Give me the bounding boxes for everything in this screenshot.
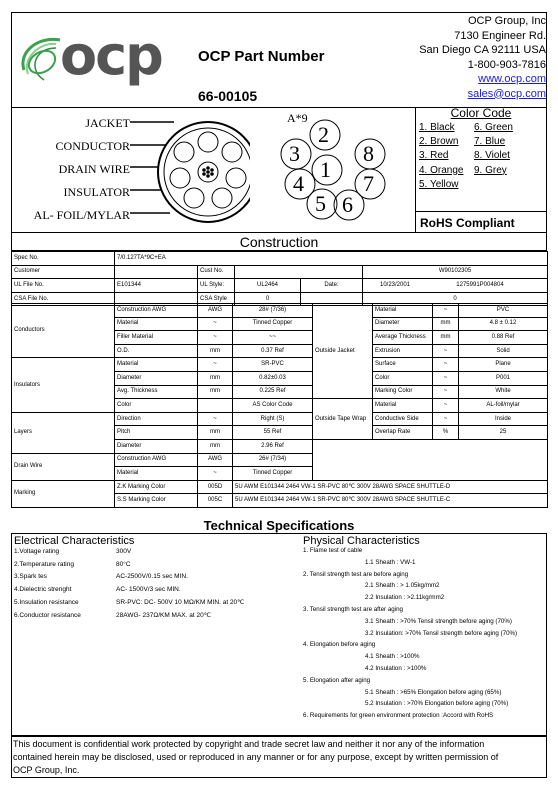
prop-value: SR-PVC: [233, 358, 313, 372]
color-list-right: [474, 121, 513, 178]
jacket-prop-label: Marking Color: [373, 385, 433, 399]
prop-value: Right (S): [233, 412, 313, 426]
prop-value: AS Color Code: [233, 399, 313, 413]
prop-unit: AWG: [198, 453, 233, 467]
construction-header-table: [11, 251, 548, 306]
jacket-prop-unit: ~: [433, 344, 459, 358]
prop-unit: mm: [198, 385, 233, 399]
cust-no-value: W90102305: [363, 265, 548, 279]
list-item: 3.1 Sheath : >70% Tensil strength before aging (70%): [365, 617, 512, 625]
date-cell: [363, 279, 548, 293]
jacket-prop-value: White: [459, 385, 548, 399]
elec-value: AC-2500V/0.15 sec MIN.: [116, 573, 188, 580]
ul-file-label: UL File No.: [12, 279, 115, 293]
label-drain-wire: DRAIN WIRE: [58, 162, 130, 176]
group-outside_tape: Outside Tape Wrap: [313, 399, 373, 440]
jacket-prop-label: Surface: [373, 358, 433, 372]
jacket-prop-label: Overlap Rate: [373, 426, 433, 440]
jacket-prop-value: Inside: [459, 412, 548, 426]
elec-label: 1.Voltage rating: [14, 548, 60, 555]
electrical-title: Electrical Characteristics: [14, 535, 135, 547]
prop-label: Avg. Thickness: [115, 385, 198, 399]
num-1: 1: [320, 157, 331, 182]
date-code: 1275991P004804: [456, 281, 504, 288]
color-7: 7. Blue: [474, 136, 506, 148]
rohs-compliant: RoHS Compliant: [420, 216, 515, 230]
list-item: [14, 548, 131, 555]
prop-label: Construction AWG: [115, 453, 198, 467]
csa-file-label: CSA File No.: [12, 292, 115, 306]
ul-file-value: E101344: [115, 279, 198, 293]
prop-label: Filler Material: [115, 331, 198, 345]
marking-text: 5U AWM E101344 2464 VW-1 SR-PVC 80℃ 300V 28AWG SPACE SHUTTLE-C: [233, 494, 548, 508]
jacket-prop-unit: ~: [433, 358, 459, 372]
blank-cell: [313, 439, 548, 480]
list-item: [14, 573, 188, 580]
marking-code: 005D: [198, 480, 233, 494]
list-item: [14, 598, 244, 606]
date-value: 10/23/2001: [379, 281, 411, 288]
color-4: 4. Orange: [419, 164, 464, 176]
prop-label: Diameter: [115, 439, 198, 453]
prop-unit: mm: [198, 426, 233, 440]
prop-label: Construction AWG: [115, 304, 198, 318]
color-code-title: Color Code: [450, 106, 512, 120]
num-7: 7: [363, 171, 374, 196]
customer-value: [115, 265, 198, 279]
group-drain: Drain Wire: [12, 453, 115, 480]
prop-label: Pitch: [115, 426, 198, 440]
list-item: 5.1 Sheath : >65% Elongation before aging (65%): [365, 688, 502, 696]
color-5: 5. Yellow: [419, 178, 459, 190]
num-5: 5: [315, 191, 326, 216]
prop-label: Material: [115, 317, 198, 331]
label-jacket: JACKET: [85, 116, 130, 130]
prop-unit: ~: [198, 358, 233, 372]
drain-mark: A*9: [287, 111, 308, 125]
spec-no-value: 7/0.127TA*9C+EA: [115, 252, 548, 266]
construction-title: Construction: [239, 234, 319, 250]
table-row: [12, 279, 548, 293]
marking-text: 5U AWM E101344 2464 VW-1 SR-PVC 80℃ 300V 28AWG SPACE SHUTTLE-D: [233, 480, 548, 494]
part-number: 66-00105: [198, 88, 258, 104]
prop-label: Material: [115, 358, 198, 372]
color-9: 9. Grey: [474, 164, 507, 176]
company-name: OCP Group, Inc: [467, 15, 546, 27]
list-item: [14, 586, 181, 593]
jacket-prop-value: AL-foil/mylar: [459, 399, 548, 413]
website-link[interactable]: www.ocp.com: [478, 73, 546, 85]
part-label: OCP Part Number: [198, 48, 325, 65]
color-3: 3. Red: [419, 150, 449, 162]
csa-right-value: 0: [363, 292, 548, 306]
list-item: [14, 611, 211, 619]
jacket-prop-label: Diameter: [373, 317, 433, 331]
group-conductors: Conductors: [12, 304, 115, 358]
jacket-prop-unit: ~: [433, 371, 459, 385]
prop-value: 0.37 Ref: [233, 344, 313, 358]
jacket-prop-label: Color: [373, 371, 433, 385]
table-row: [12, 358, 548, 372]
address-line-2: San Diego CA 92111 USA: [419, 44, 546, 56]
confidential-notice: [13, 738, 498, 777]
elec-value: 300V: [116, 548, 132, 555]
diagram-labels: [18, 112, 130, 227]
color-1: 1. Black: [419, 122, 455, 133]
prop-unit: ~: [198, 317, 233, 331]
list-item: [14, 561, 131, 568]
prop-label: Color: [115, 399, 198, 413]
rohs-divider: [415, 211, 547, 212]
list-item: 1.1 Sheath : VW-1: [365, 558, 416, 566]
ul-style-value: UL2464: [235, 279, 301, 293]
prop-unit: [198, 399, 233, 413]
logo-text: ocp: [60, 24, 162, 87]
table-row: [12, 480, 548, 494]
prop-label: O.D.: [115, 344, 198, 358]
table-row: [12, 252, 548, 266]
notice-line-3: OCP Group, Inc.: [13, 765, 80, 775]
jacket-prop-label: Extrusion: [373, 344, 433, 358]
list-item: 3.2 Insulation: >70% Tensil strength before aging (70%): [365, 629, 518, 637]
list-item: 4. Elongation before aging: [303, 641, 376, 649]
customer-label: Customer: [12, 265, 115, 279]
prop-value: Tinned Copper: [233, 467, 313, 481]
jacket-prop-value: P001: [459, 371, 548, 385]
prop-unit: ~: [198, 331, 233, 345]
date-label: Date:: [301, 279, 363, 293]
elec-label: 2.Temperature rating: [14, 560, 74, 568]
prop-value: 26# (7/34): [233, 453, 313, 467]
csa-style-value: 0: [235, 292, 301, 306]
list-item: 4.2 Insulation : >100%: [365, 665, 427, 672]
ocp-logo: [16, 24, 186, 90]
jacket-prop-unit: ~: [433, 399, 459, 413]
prop-unit: ~: [198, 467, 233, 481]
jacket-prop-value: Solid: [459, 344, 548, 358]
num-3: 3: [289, 141, 300, 166]
color-list-left: [419, 121, 463, 192]
prop-unit: mm: [198, 344, 233, 358]
prop-label: Direction: [115, 412, 198, 426]
table-row: [12, 265, 548, 279]
marking-label: Z.K Marking Color: [115, 480, 198, 494]
num-2: 2: [318, 122, 329, 147]
csa-style-label: CSA Style: [198, 292, 235, 306]
elec-value: AC- 1500V/3 sec MIN.: [116, 585, 181, 593]
cust-no-label: Cust No.: [198, 265, 235, 279]
jacket-prop-value: 4.8 ± 0.12: [459, 317, 548, 331]
jacket-prop-value: 0.88 Ref: [459, 331, 548, 345]
jacket-prop-unit: ~: [433, 304, 459, 318]
address-line-1: 7130 Engineer Rd.: [454, 29, 546, 42]
jacket-prop-value: 25: [459, 426, 548, 440]
prop-value: 0.225 Ref: [233, 385, 313, 399]
conductor-numbers: [276, 112, 394, 224]
jacket-prop-unit: mm: [433, 317, 459, 331]
jacket-prop-unit: mm: [433, 331, 459, 345]
elec-label: 5.Insulation resistance: [14, 599, 79, 606]
construction-body-table: [11, 303, 548, 508]
prop-value: 2.96 Ref: [233, 439, 313, 453]
elec-label: 6.Conductor resistance: [14, 611, 81, 619]
jacket-prop-unit: ~: [433, 412, 459, 426]
group-outside_jacket: Outside Jacket: [313, 304, 373, 399]
notice-line-1: This document is confidential work protected by copyright and trade secret law and neither it nor any of the information: [13, 739, 485, 749]
color-8: 8. Violet: [474, 150, 510, 162]
elec-value: SR-PVC: DC- 500V 10 MΩ/KM MIN. at 20℃: [116, 599, 245, 606]
prop-value: 55 Ref: [233, 426, 313, 440]
prop-label: Material: [115, 467, 198, 481]
jacket-prop-label: Material: [373, 304, 433, 318]
elec-label: 3.Spark tes: [14, 573, 47, 580]
elec-value: 80°C: [116, 560, 131, 568]
cust-no-blank: [235, 265, 363, 279]
prop-unit: mm: [198, 439, 233, 453]
color-2: 2. Brown: [419, 136, 459, 148]
jacket-prop-label: Material: [373, 399, 433, 413]
email-link[interactable]: sales@ocp.com: [467, 87, 546, 100]
jacket-prop-label: Average Thickness: [373, 331, 433, 345]
list-item: 5.2 Insulation : >70% Elongation before aging (70%): [365, 700, 509, 708]
prop-unit: AWG: [198, 304, 233, 318]
color-6: 6. Green: [474, 122, 513, 133]
phone: 1-800-903-7816: [467, 58, 546, 71]
list-item: 4.1 Sheath : >100%: [365, 653, 420, 661]
elec-label: 4.Dielectric strenght: [14, 585, 72, 593]
prop-value: 0.82±0.03: [233, 371, 313, 385]
spec-no-label: Spec No.: [12, 252, 115, 266]
prop-unit: ~: [198, 412, 233, 426]
jacket-prop-unit: %: [433, 426, 459, 440]
label-conductor: CONDUCTOR: [55, 139, 130, 153]
list-item: 2.1 Sheath : > 1.05kg/mm2: [365, 582, 440, 590]
label-insulator: INSULATOR: [63, 185, 130, 199]
prop-label: Diameter: [115, 371, 198, 385]
physical-title: Physical Characteristics: [303, 535, 420, 547]
prop-value: Tinned Copper: [233, 317, 313, 331]
table-row: [12, 304, 548, 318]
marking-label: S.S Marking Color: [115, 494, 198, 508]
notice-line-2: contained herein may be disclosed, used or reproduced in any manner or for any purpose, except by written permission of: [13, 752, 499, 762]
list-item: 2.2 Insulation : >2.11kg/mm2: [365, 594, 445, 602]
list-item: 2. Tensil strength test are before aging: [303, 570, 409, 578]
elec-value: 28AWG- 237Ω/KM MAX. at 20℃: [116, 611, 212, 619]
prop-value: 28# (7/36): [233, 304, 313, 318]
table-row: [12, 412, 548, 426]
prop-unit: mm: [198, 371, 233, 385]
cable-cross-section: [130, 110, 250, 230]
prop-value: ~~: [233, 331, 313, 345]
tech-title: Technical Specifications: [203, 518, 355, 533]
list-item: 1. Flame test of cable: [303, 547, 363, 554]
list-item: 5. Elongation after aging: [303, 676, 371, 684]
jacket-prop-value: Plane: [459, 358, 548, 372]
jacket-prop-value: PVC: [459, 304, 548, 318]
ul-style-label: UL Style:: [198, 279, 235, 293]
group-marking: Marking: [12, 480, 115, 507]
group-layers: Layers: [12, 412, 115, 453]
marking-code: 005C: [198, 494, 233, 508]
jacket-prop-label: Conductive Side: [373, 412, 433, 426]
num-6: 6: [342, 192, 353, 217]
list-item: 3. Tensil strength test are after aging: [303, 606, 403, 613]
company-contact: [419, 14, 546, 101]
jacket-prop-unit: ~: [433, 385, 459, 399]
num-4: 4: [293, 171, 304, 196]
num-8: 8: [363, 141, 374, 166]
list-item: 6. Requirements for green environment protection :Accord with RoHS: [303, 712, 494, 720]
label-al-foil: AL- FOIL/MYLAR: [33, 208, 130, 222]
group-insulators: Insulators: [12, 358, 115, 412]
